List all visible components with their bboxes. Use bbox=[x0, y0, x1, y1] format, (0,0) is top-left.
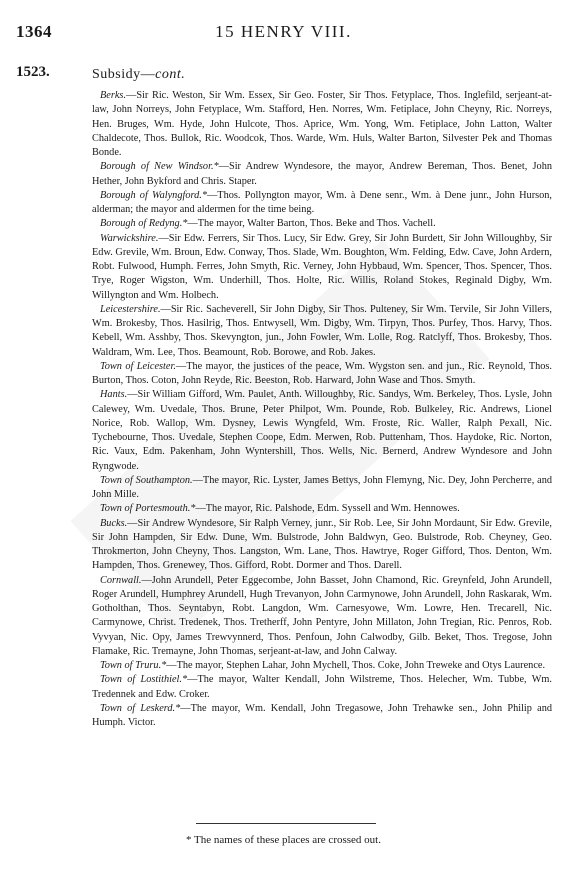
running-head: 15 HENRY VIII. bbox=[215, 22, 352, 41]
footnote: * The names of these places are crossed out. bbox=[186, 834, 381, 846]
entry-text: —The mayor, Ric. Lyster, James Bettys, John Flemyng, Nic. Dey, John Percherre, and John Mille. bbox=[92, 474, 553, 500]
entry-paragraph bbox=[92, 673, 552, 702]
entry-text: —Sir Edw. Ferrers, Sir Thos. Lucy, Sir Edw. Grey, Sir John Burdett, Sir John Willoughby, Sir Edw. Grevile, Wm. Broun, Edw. Conway, Thos. Slade, Wm. Boughton, Wm. Felding, Edw. Cave, John Ardern, Robt. Fulwood, Humph. Ferres, John Smyth, Ric. Verney, John Hybbaud, Wm. Spencer, Thos. Spencer, Thos. Trye, Roger Wigston, Wm. Underhill, Thos. Holte, Ric. Willis, Roland Stokes, Reginald Digby, Wm. Willyngton and Wm. Holbech. bbox=[92, 232, 552, 301]
entry-text: —Sir Ric. Sacheverell, Sir John Digby, Sir Thos. Pulteney, Sir Wm. Tervile, Sir John Villers, Wm. Brokesby, Thos. Hasilrig, Thos. Entwysell, Wm. Digby, Wm. Tirpyn, Thos. Purfey, Thos. Harvy, Thos. Kebell, Wm. Asshby, Thos. Skevyngton, jun., John Fowler, Wm. Lolle, Rog. Ratclyff, Thos. Brokesby, Thos. Waldram, Wm. Lee, Thos. Beamount, Rob. Borowe, and Rob. Jakes. bbox=[92, 303, 552, 358]
entry-paragraph bbox=[92, 189, 552, 218]
entry-paragraph bbox=[92, 702, 552, 731]
entry-place-name: Town of Portesmouth.* bbox=[100, 503, 196, 515]
entry-text: —The mayor, Walter Kendall, John Wilstreme, Thos. Helecher, Wm. Tubbe, Wm. Tredennek and Edw. Croker. bbox=[92, 674, 552, 700]
entry-place-name: Town of Lostithiel.* bbox=[100, 674, 188, 686]
entry-paragraph bbox=[92, 89, 552, 160]
entry-paragraph bbox=[92, 388, 552, 474]
entry-text: —Thos. Pollyngton mayor, Wm. à Dene senr., Wm. à Dene junr., John Hurson, alderman; the mayor and aldermen for the time being. bbox=[92, 189, 552, 215]
entry-place-name: Leicestershire. bbox=[100, 303, 161, 315]
section-title bbox=[92, 67, 185, 83]
entry-place-name: Hants. bbox=[100, 389, 128, 401]
entry-place-name: Cornwall. bbox=[100, 574, 142, 586]
entry-place-name: Town of Truru.* bbox=[100, 660, 167, 671]
entry-place-name: Borough of New Windsor.* bbox=[100, 161, 219, 173]
entry-text: —Sir Andrew Wyndesore, the mayor, Andrew Bereman, Thos. Benet, John Hether, John Bykford and Chris. Staper. bbox=[92, 161, 552, 187]
entry-paragraph bbox=[92, 474, 552, 503]
entry-text: —Sir Ric. Weston, Sir Wm. Essex, Sir Geo. Foster, Sir Thos. Fetyplace, Thos. Inglefild, serjeant-at-law, John Norreys, John Fetyplace, Wm. Stafford, Hen. Norres, Wm. Fetiplace, John Cheyny, Ric. Norreys, Hen. Bruges, Wm. Hyde, John Hulcote, Thos. Aprice, Wm. Yong, Wm. Fetiplace, John Latton, Walter Chaldecote, Thos. Bullok, Ric. Woodcok, Thos. Warde, Wm. Huls, Walter Barton, Silvester Pek and Thomas Bonde. bbox=[92, 90, 552, 158]
entry-place-name: Bucks. bbox=[100, 517, 128, 529]
entry-place-name: Town of Leicester. bbox=[100, 360, 176, 372]
section-title-text: Subsidy— bbox=[92, 67, 156, 82]
entry-text: —The mayor, Walter Barton, Thos. Beke and Thos. Vachell. bbox=[187, 218, 436, 230]
page-number: 1364 bbox=[16, 22, 52, 41]
entry-place-name: Borough of Walyngford.* bbox=[100, 189, 207, 201]
entry-place-name: Berks. bbox=[100, 90, 127, 101]
entry-paragraph bbox=[92, 659, 552, 673]
entry-place-name: Warwickshire. bbox=[100, 232, 159, 244]
entry-paragraph bbox=[92, 303, 552, 360]
entry-text: —The mayor, Stephen Lahar, John Mychell, Thos. Coke, John Treweke and Otys Laurence. bbox=[166, 660, 546, 671]
entry-paragraph bbox=[92, 517, 552, 574]
entry-text: —John Arundell, Peter Eggecombe, John Basset, John Chamond, Ric. Greynfeld, John Arundell, Roger Arundell, Humphrey Arundell, Hugh Trevanyon, John Carmynowe, John Arundell, John Raskarak, Wm. Gotholthan, Thos. Seyntabyn, Robt. Langdon, Wm. Carnesyowe, Wm. Lowre, Hen. Trecarell, Nic. Carmynowe, Christ. Tredenek, Thos. Tretherff, John Pentyre, John Millaton, John Tregian, Ric. Penros, Rob. Vyvyan, Nic. Opy, James Trewvynnerd, Thos. Penfoun, John Calwodby, Gilb. Beket, Thos. Tregose, John Flamake, Ric. Tremayne, John Thomas, serjeant-at-law, and John Calway. bbox=[92, 574, 552, 657]
entry-paragraph bbox=[92, 574, 552, 660]
entry-place-name: Borough of Redyng.* bbox=[100, 218, 188, 230]
page-header bbox=[16, 22, 551, 42]
entry-text: —The mayor, Wm. Kendall, John Tregasowe, John Trehawke sen., John Philip and Humph. Victor. bbox=[92, 702, 553, 728]
entry-paragraph bbox=[92, 360, 552, 389]
entry-paragraph bbox=[92, 232, 552, 303]
section-title-cont: cont. bbox=[155, 67, 186, 82]
year-margin-note: 1523. bbox=[16, 64, 50, 80]
entry-text: —Sir William Gifford, Wm. Paulet, Anth. Willoughby, Ric. Sandys, Wm. Berkeley, Thos. Lysle, John Calewey, Wm. Uvedale, Thos. Brune, Peter Philpot, Wm. Pounde, Rob. Bulkeley, Ric. Andrews, Lionel Norice, Rob. Wallop, Wm. Dysney, Lewis Wyngfeld, Wm. Froste, Ric. Waller, Ralph Pexall, Nic. Tychebourne, Thos. Uvedale, Stephen Coope, Edm. Merwen, Rob. Puttenham, Thos. Haydoke, Ric. Norton, Ric. Vaux, Edm. Pakenham, John Wyntershill, Thos. Wells, Nic. Bernerd, Andrew Wyndesore and John Ryngwode. bbox=[92, 389, 552, 472]
entries-list bbox=[92, 89, 552, 730]
entry-paragraph bbox=[92, 217, 552, 231]
entry-paragraph bbox=[92, 160, 552, 189]
entry-text: —Sir Andrew Wyndesore, Sir Ralph Verney, junr., Sir Rob. Lee, Sir John Mordaunt, Sir Edw. Grevile, Sir John Hampden, Sir Edw. Dune, Wm. Bulstrode, John Baldwyn, Geo. Bulstrode, Rob. Cheyney, Geo. Throkmerton, John Cheyny, Thos. Langston, Wm. Lane, Thos. Hawtrye, Roger Gifford, Thos. Denton, Wm. Hampden, Thos. Grenewey, Thos. Gifford, Robt. Dormer and Thos. Darell. bbox=[92, 517, 552, 572]
entry-paragraph bbox=[92, 502, 552, 516]
footnote-divider bbox=[196, 823, 376, 824]
entry-place-name: Town of Leskerd.* bbox=[100, 702, 181, 714]
entry-place-name: Town of Southampton. bbox=[100, 474, 193, 486]
entry-text: —The mayor, Ric. Palshode, Edm. Syssell and Wm. Hennowes. bbox=[195, 503, 460, 515]
entry-text: —The mayor, the justices of the peace, Wm. Wygston sen. and jun., Ric. Reynold, Thos. Burton, Thos. Coton, John Reyde, Ric. Beeston, Rob. Harward, John Wase and Thos. Smyth. bbox=[92, 360, 552, 386]
